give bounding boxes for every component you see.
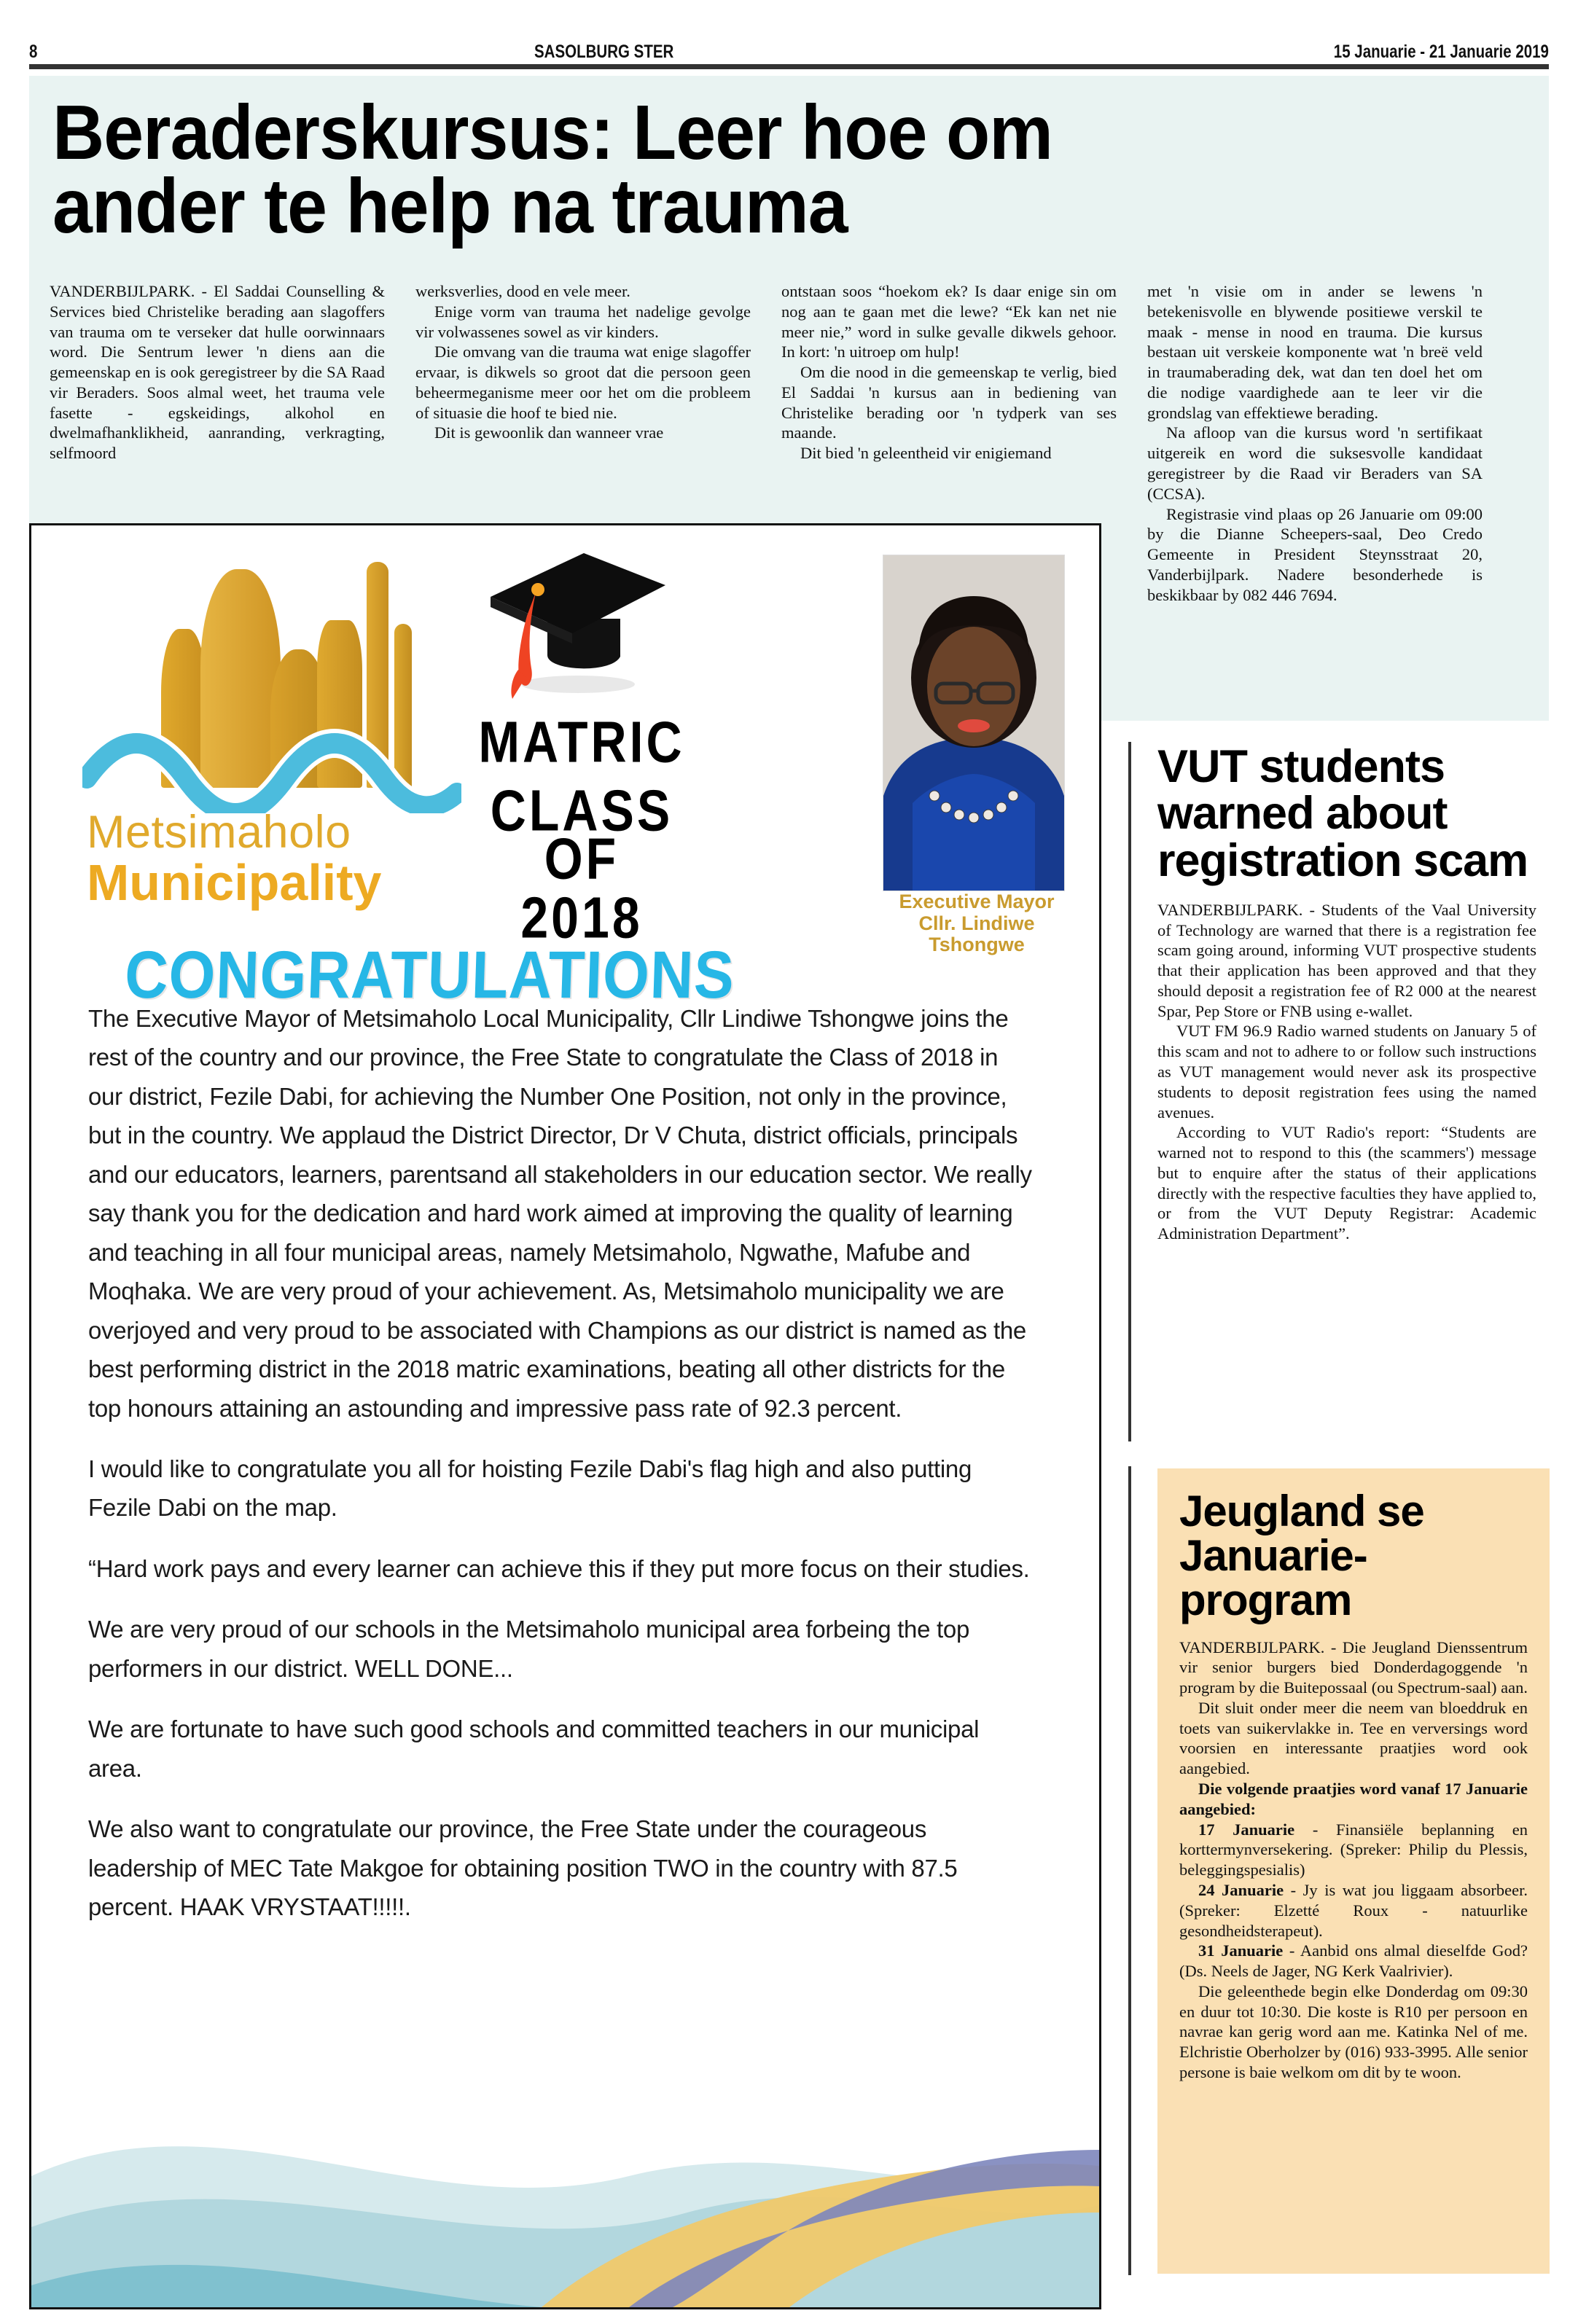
mayor-caption-line-1: Executive Mayor <box>899 891 1055 912</box>
paragraph: met 'n visie om in ander se lewens 'n betekenisvolle en blywende positiewe verskil te maak - mense in nood en trauma. Die kursus bestaan uit verskeie komponente wat 'n breë veld in traumaberading dek, wat dan ten doel het om die nodige vaardighede aan te leer vir die grondslag van effektiewe berading. <box>1147 282 1483 422</box>
paragraph: Om die nood in die gemeenskap te verlig, bied El Saddai 'n kursus aan in bediening van Christelike berading oor 'n tydperk van ses maande. <box>781 363 1117 442</box>
paragraph: ontstaan soos “hoekom ek? Is daar enige sin om nog aan te gaan met die lewe? “Ek kan net nie meer nie,” word in sulke gevalle dikwels gehoor. In kort: 'n uitroep om hulp! <box>781 282 1117 361</box>
paragraph: Registrasie vind plaas op 26 Januarie om 09:00 by die Dianne Scheepers-saal, Deo Credo Gemeente in President Steynsstraat 20, Vanderbijlpark. Nadere besonderhede is beskikbaar by 082 446 7694. <box>1147 504 1483 604</box>
article-column-4 <box>1147 281 1483 606</box>
jeugland-article <box>1157 1468 1550 2274</box>
masthead-divider <box>29 64 1549 69</box>
column-divider-bottom <box>1128 1466 1131 2275</box>
advert-paragraph: We also want to congratulate our province, the Free State under the courageous leadership of MEC Tate Makgoe for obtaining position TWO in the country with 87.5 percent. HAAK VRYSTAAT!!!!!. <box>88 1815 958 1921</box>
headline-line-1: Beraderskursus: Leer hoe om <box>52 90 1052 176</box>
banner-line-1: MATRIC CLASS <box>478 709 685 844</box>
issue-date: 15 Januarie - 21 Januarie 2019 <box>1333 42 1549 62</box>
jeugland-intro-bold: Die volgende praatjies word vanaf 17 Januarie aangebied: <box>1179 1780 1528 1818</box>
jeugland-talk: 31 Januarie - Aanbid ons almal dieselfde God? (Ds. Neels de Jager, NG Kerk Vaalrivier). <box>1179 1941 1528 1981</box>
masthead <box>29 25 1549 63</box>
headline-line-2: ander te help na trauma <box>52 163 848 249</box>
matric-class-banner <box>410 708 753 950</box>
paragraph: VANDERBIJLPARK. - Die Jeugland Dienssentrum vir senior burgers bied Donderdagoggende 'n program by die Buitepossaal (ou Spectrum-saal) aan. <box>1179 1638 1528 1697</box>
metsimaholo-congratulations-advert <box>29 523 1101 2309</box>
mayor-portrait-block <box>883 555 1063 956</box>
advert-paragraph: The Executive Mayor of Metsimaholo Local Municipality, Cllr Lindiwe Tshongwe joins the rest of the country and our province, the Free State to congratulate the Class of 2018 in our district, Fezile Dabi, for achieving the Number One Position, not only in the province, but in the country. We applaud the District Director, Dr V Chuta, district officials, principals and our educators, learners, parentsand all stakeholders in our education sector. We really say thank you for the dedication and hard work aimed at improving the quality of learning and teaching in all four municipal areas, namely Metsimaholo, Ngwathe, Mafube and Moqhaka. We are very proud of your achievement. As, Metsimaholo municipality we are overjoyed and very proud to be associated with Champions as our district is named as the best performing district in the 2018 matric examinations, beating all other districts for the top honours attaining an astounding and impressive pass rate of 92.3 percent. <box>88 1005 1032 1422</box>
advert-paragraph: I would like to congratulate you all for hoisting Fezile Dabi's flag high and also putting Fezile Dabi on the map. <box>88 1455 972 1522</box>
paragraph: Dit bied 'n geleentheid vir enigiemand <box>800 444 1052 463</box>
paragraph: werksverlies, dood en vele meer. <box>415 282 630 300</box>
congratulations-text: CONGRATULATIONS <box>123 938 736 1013</box>
logo-name-line-2: Municipality <box>87 854 382 911</box>
jeugland-body <box>1179 1638 1528 2083</box>
banner-line-2: OF <box>544 826 620 892</box>
paragraph: Dit sluit onder meer die neem van bloeddruk en toets van suikervlakke in. Tee en verversings word voorsien en interessante praatjies word ook aangebied. <box>1179 1698 1528 1778</box>
paragraph: Na afloop van die kursus word 'n sertifikaat uitgereik en word die suksesvolle kandidaat geregistreer by die Raad vir Beraders van SA (CCSA). <box>1147 423 1483 503</box>
column-divider-top <box>1128 742 1131 1441</box>
paragraph: VANDERBIJLPARK. - El Saddai Counselling & Services bied Christelike berading aan slagoffers van trauma om te verseker dat hulle oorwinnaars word. Die Sentrum lewer 'n diens aan die gemeenskap en is ook geregistreer by die SA Raad vir Beraders. Soos almal weet, het trauma vele fasette - egskeidings, alkohol en dwelmafhanklikheid, aanranding, verkragting, selfmoord <box>50 282 385 463</box>
banner-line-3: 2018 <box>520 885 643 950</box>
lead-headline <box>52 90 1423 249</box>
paragraph: VUT FM 96.9 Radio warned students on January 5 of this scam and not to adhere to or follow such instructions as VUT management would never ask its prospective students to deposit registration fees using the named avenues. <box>1157 1022 1536 1122</box>
publication-name: SASOLBURG STER <box>534 42 674 62</box>
vut-article <box>1157 743 1536 1244</box>
jeugland-talk: 17 Januarie - Finansiële beplanning en korttermynversekering. (Spreker: Philip du Plessis, beleggingspesialis) <box>1179 1820 1528 1879</box>
jeugland-talk: 24 Januarie - Jy is wat jou liggaam absorbeer. (Spreker: Elzetté Roux - natuurlike gesondheidsterapeut). <box>1179 1880 1528 1940</box>
paragraph: Enige vorm van trauma het nadelige gevolge vir volwassenes sowel as vir kinders. <box>415 302 751 341</box>
jeugland-headline: Jeugland se Januarie-program <box>1179 1487 1424 1625</box>
paragraph: Dit is gewoonlik dan wanneer vrae <box>434 423 664 442</box>
vut-body <box>1157 900 1536 1244</box>
paragraph: Die omvang van die trauma wat enige slagoffer ervaar, is dikwels so groot dat die persoon geen beheermeganisme meer oor het om die probleem of situasie die hoof te bied nie. <box>415 343 751 422</box>
vut-headline: VUT students warned about registration scam <box>1157 741 1528 886</box>
water-wave-icon <box>82 711 461 813</box>
paragraph: According to VUT Radio's report: “Students are warned not to respond to this (the scammers') message but to enquire after the status of their applications directly with the respective faculties they have applied to, or from the VUT Deputy Registrar: Academic Administration Department”. <box>1157 1123 1536 1243</box>
advert-paragraph: “Hard work pays and every learner can achieve this if they put more focus on their studies. <box>88 1554 1030 1582</box>
mayor-photo <box>883 555 1065 891</box>
logo-name-line-1: Metsimaholo <box>87 807 351 858</box>
mayor-caption <box>875 891 1078 956</box>
mayor-caption-line-2: Cllr. Lindiwe Tshongwe <box>918 912 1035 956</box>
decorative-wave-graphic <box>31 1994 1099 2307</box>
graduation-cap-icon <box>440 540 680 708</box>
paragraph: Die geleenthede begin elke Donderdag om 09:30 en duur tot 10:30. Die koste is R10 per persoon en navrae kan gerig word aan me. Katinka Nel of me. Elchristie Oberholzer by (016) 933-3995. Alle senior persone is baie welkom om dit by te woon. <box>1179 1981 1528 2081</box>
page-number: 8 <box>29 42 38 62</box>
advert-paragraph: We are very proud of our schools in the Metsimaholo municipal area forbeing the top performers in our district. WELL DONE... <box>88 1616 969 1682</box>
advert-body <box>88 999 1036 1949</box>
paragraph: VANDERBIJLPARK. - Students of the Vaal University of Technology are warned that there is a registration fee scam going around, informing VUT prospective students that their application has been approved and that they should deposit a registration fee of R2 000 at the nearest Spar, Pep Store or FNB using e-wallet. <box>1157 900 1536 1020</box>
advert-paragraph: We are fortunate to have such good schools and committed teachers in our municipal area. <box>88 1715 980 1782</box>
